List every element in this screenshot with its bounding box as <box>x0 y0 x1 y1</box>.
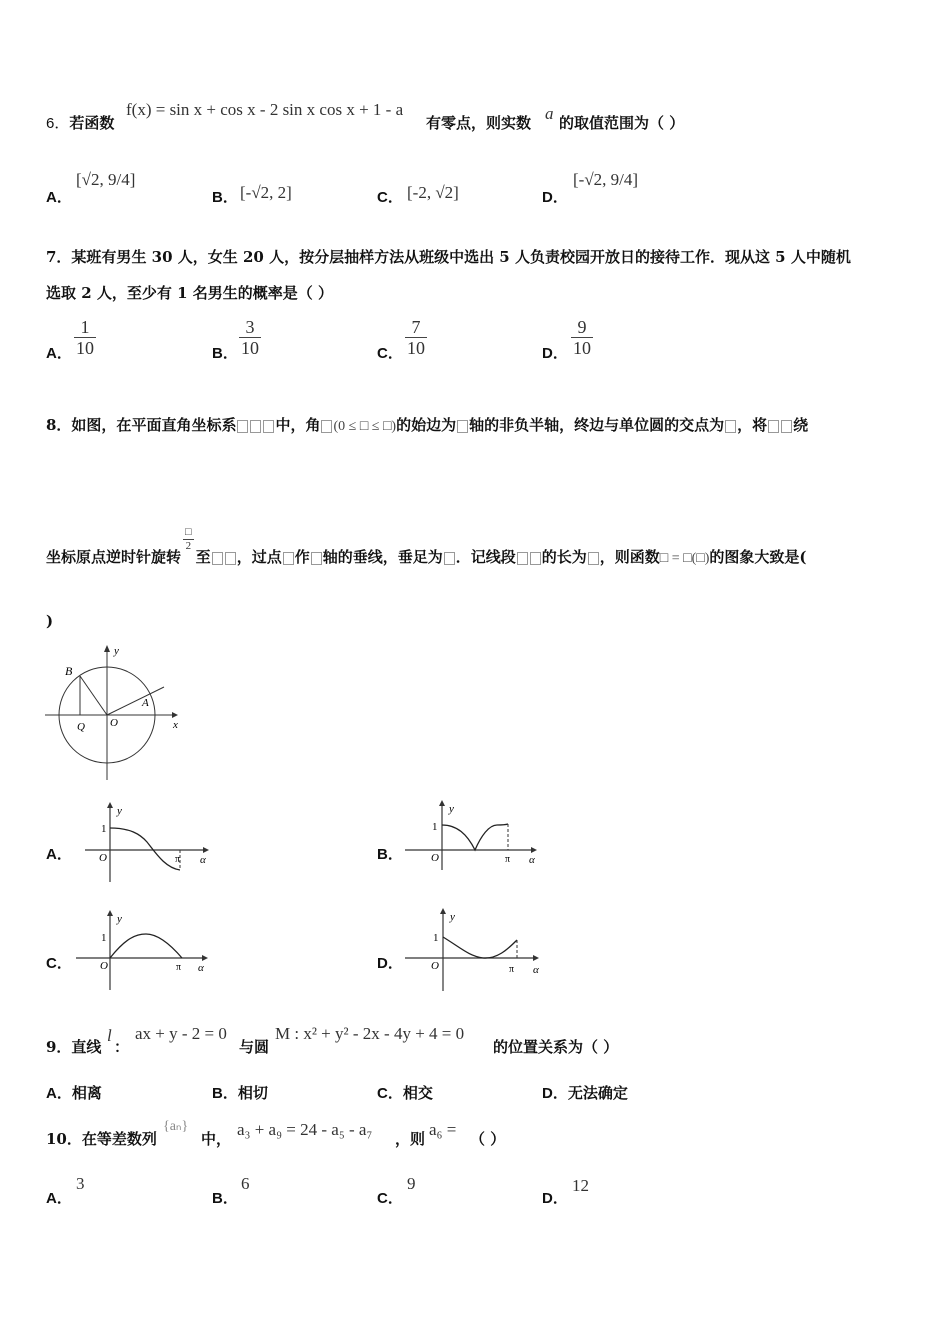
q7-option-c-den: 10 <box>407 338 425 358</box>
label-pi: π <box>175 854 181 865</box>
q9-option-c-label: C． <box>377 1085 403 1102</box>
q8-text-7: 坐标原点逆时针旋转 <box>46 548 182 566</box>
label-q: Q <box>77 721 85 733</box>
q8-unit-circle-figure <box>40 640 190 785</box>
y-axis-arrow <box>104 645 110 652</box>
q8-text-14: ，则函数 <box>599 548 660 566</box>
q7-option-d-num: 9 <box>577 317 587 337</box>
label-a: A <box>142 697 149 709</box>
q9-option-b-label: B． <box>212 1085 238 1102</box>
q6-prefix: 若函数 <box>69 114 115 132</box>
q8-text-8: 至 <box>195 548 211 566</box>
q9-l: l <box>107 1026 112 1045</box>
q6-option-c-value: [-2, √2] <box>407 183 459 202</box>
q9-prefix: 9．直线 <box>46 1038 102 1056</box>
q7-option-b-num: 3 <box>245 317 255 337</box>
q7-option-b-label: B． <box>212 345 238 362</box>
x-axis-arrow <box>203 847 209 853</box>
q7-option-d-label: D． <box>542 345 568 362</box>
q8-placeholder-box <box>457 420 468 433</box>
q8-option-c-label: C． <box>46 955 72 972</box>
q6-option-c-label: C． <box>377 189 403 206</box>
q9-mid: 与圆 <box>239 1038 270 1056</box>
q9-option-c <box>377 1082 433 1103</box>
q8-option-d-graph <box>405 906 550 994</box>
q7-option-c-num: 7 <box>411 317 421 337</box>
q9-option-d-label: D． <box>542 1085 568 1102</box>
q9-suffix: 的位置关系为（ ） <box>493 1038 619 1056</box>
q6-var: a <box>545 104 554 123</box>
q8-rotation-den: 2 <box>183 539 194 553</box>
q9-option-b-text: 相切 <box>237 1084 268 1102</box>
label-o: O <box>431 960 439 972</box>
q9-colon: ： <box>114 1038 130 1056</box>
q8-rotation-fraction <box>183 526 194 553</box>
label-o: O <box>431 852 439 864</box>
label-pi: π <box>509 964 515 975</box>
q7-option-b-fraction <box>239 317 261 358</box>
q7-line1: 7．某班有男生 30 人，女生 20 人，按分层抽样方法从班级中选出 5 人负责校园开放日的接待工作．现从这 5 人中随机 <box>46 248 851 266</box>
label-pi: π <box>176 962 182 973</box>
y-axis-arrow <box>440 908 446 914</box>
q10-sequence: {aₙ} <box>163 1119 189 1134</box>
q7-option-a-den: 10 <box>76 338 94 358</box>
q6-number: 6． <box>46 115 70 132</box>
q8-text-5: ，将 <box>737 416 768 434</box>
q10-suffix: （ ） <box>470 1130 506 1148</box>
q9-question <box>46 1036 101 1057</box>
label-y: y <box>450 911 455 923</box>
q8-placeholder-box <box>263 420 274 433</box>
q6-option-b-value: [-√2, 2] <box>240 183 292 202</box>
q8-placeholder-box <box>212 552 223 565</box>
q8-line2 <box>46 526 807 567</box>
label-y: y <box>114 645 119 657</box>
q8-placeholder-box <box>530 552 541 565</box>
q10-then: ，则 <box>395 1130 426 1148</box>
label-b: B <box>65 664 73 678</box>
q7-line2: 选取 2 人，至少有 1 名男生的概率是（ ） <box>46 284 333 302</box>
q10-equation: a₃ + a₉ = 24 - a₅ - a₇ <box>237 1120 373 1139</box>
q8-option-b-graph <box>405 798 545 873</box>
q6-question <box>46 112 114 133</box>
label-pi: π <box>505 854 511 865</box>
q8-option-c-graph <box>76 908 216 993</box>
x-axis-arrow <box>533 955 539 961</box>
q6-option-d-label: D． <box>542 189 568 206</box>
q8-placeholder-box <box>250 420 261 433</box>
q9-option-a <box>46 1082 102 1103</box>
q8-placeholder-box <box>725 420 736 433</box>
label-1: 1 <box>432 821 438 833</box>
q8-text-6: 绕 <box>793 416 809 434</box>
q8-text-13: 的长为 <box>541 548 587 566</box>
q7-option-a-num: 1 <box>80 317 90 337</box>
q10-option-d-value: 12 <box>572 1176 589 1195</box>
q6-option-a-label: A． <box>46 189 72 206</box>
q8-option-b-label: B． <box>377 846 403 863</box>
q8-placeholder-box <box>768 420 779 433</box>
q8-text-1: 8．如图，在平面直角坐标系 <box>46 416 237 434</box>
q10-target: a₆ = <box>429 1120 457 1139</box>
label-alpha: α <box>198 962 204 974</box>
q9-option-a-label: A． <box>46 1085 72 1102</box>
q9-option-d <box>542 1082 628 1103</box>
q8-placeholder-box <box>237 420 248 433</box>
q6-option-b-label: B． <box>212 189 238 206</box>
label-y: y <box>449 803 454 815</box>
q7-option-c-fraction <box>405 317 427 358</box>
curve <box>443 937 517 958</box>
q8-placeholder-box <box>588 552 599 565</box>
q6-formula: f(x) = sin x + cos x - 2 sin x cos x + 1 - a <box>126 100 404 119</box>
q8-placeholder-box <box>444 552 455 565</box>
y-axis-arrow <box>439 800 445 806</box>
curve <box>110 828 180 870</box>
q8-placeholder-box <box>311 552 322 565</box>
q7-option-b-den: 10 <box>241 338 259 358</box>
q10-option-d-label: D． <box>542 1190 568 1207</box>
label-alpha: α <box>533 964 539 976</box>
q9-option-a-text: 相离 <box>71 1084 102 1102</box>
q8-text-15: 的图象大致是( <box>709 548 807 566</box>
q8-text-4: 轴的非负半轴，终边与单位圆的交点为 <box>469 416 725 434</box>
q8-option-d-label: D． <box>377 955 403 972</box>
label-x: x <box>173 719 178 731</box>
segment-ob <box>80 676 107 715</box>
q6-middle: 有零点，则实数 <box>426 114 532 132</box>
q7-option-d-fraction <box>571 317 593 358</box>
q10-option-a-value: 3 <box>76 1174 85 1193</box>
y-axis-arrow <box>107 802 113 808</box>
q8-angle-formula: (0 ≤ □ ≤ □) <box>333 419 397 434</box>
q10-prefix: 10．在等差数列 <box>46 1130 157 1148</box>
q8-line1 <box>46 414 808 435</box>
label-o: O <box>100 960 108 972</box>
q8-placeholder-box <box>781 420 792 433</box>
q9-option-b <box>212 1082 268 1103</box>
y-axis-arrow <box>107 910 113 916</box>
label-y: y <box>117 805 122 817</box>
q7-option-a-fraction <box>74 317 96 358</box>
terminal-side-oa <box>107 687 164 715</box>
q10-option-c-label: C． <box>377 1190 403 1207</box>
q8-option-a-label: A． <box>46 846 72 863</box>
q10-option-b-label: B． <box>212 1190 238 1207</box>
q9-option-c-text: 相交 <box>402 1084 433 1102</box>
q8-text-11: 轴的垂线，垂足为 <box>322 548 443 566</box>
q8-text-16: ) <box>46 612 54 630</box>
label-1: 1 <box>433 932 439 944</box>
label-1: 1 <box>101 932 107 944</box>
label-o: O <box>99 852 107 864</box>
q6-option-d-value: [-√2, 9/4] <box>573 170 639 189</box>
q8-rotation-num: □ <box>185 526 192 538</box>
q6-option-a-value: [√2, 9/4] <box>76 170 136 189</box>
q8-placeholder-box <box>517 552 528 565</box>
q10-option-a-label: A． <box>46 1190 72 1207</box>
q10-option-c-value: 9 <box>407 1174 416 1193</box>
q9-line-equation: ax + y - 2 = 0 <box>135 1024 227 1043</box>
q10-option-b-value: 6 <box>241 1174 250 1193</box>
q6-suffix: 的取值范围为（ ） <box>559 114 685 132</box>
label-y: y <box>117 913 122 925</box>
x-axis-arrow <box>531 847 537 853</box>
q8-text-3: 的始边为 <box>396 416 457 434</box>
q8-option-a-graph <box>85 800 215 885</box>
q9-circle-equation: M : x² + y² - 2x - 4y + 4 = 0 <box>275 1024 465 1043</box>
q8-placeholder-box <box>225 552 236 565</box>
q7-option-d-den: 10 <box>573 338 591 358</box>
x-axis-arrow <box>172 712 178 718</box>
x-axis-arrow <box>202 955 208 961</box>
label-alpha: α <box>200 854 206 866</box>
q7-option-c-label: C． <box>377 345 403 362</box>
q8-text-9: ，过点 <box>236 548 282 566</box>
label-o: O <box>110 717 118 729</box>
q9-option-d-text: 无法确定 <box>567 1084 628 1102</box>
label-1: 1 <box>101 823 107 835</box>
q8-text-10: 作 <box>294 548 310 566</box>
q8-text-2: 中，角 <box>275 416 321 434</box>
q8-placeholder-box <box>283 552 294 565</box>
q7-option-a-label: A． <box>46 345 72 362</box>
label-alpha: α <box>529 854 535 866</box>
q8-text-12: ．记线段 <box>455 548 516 566</box>
q8-function-formula: □ = □(□) <box>659 551 710 566</box>
q10-mid: 中， <box>201 1130 232 1148</box>
curve <box>110 934 182 958</box>
q8-placeholder-box <box>321 420 332 433</box>
curve <box>442 824 508 850</box>
